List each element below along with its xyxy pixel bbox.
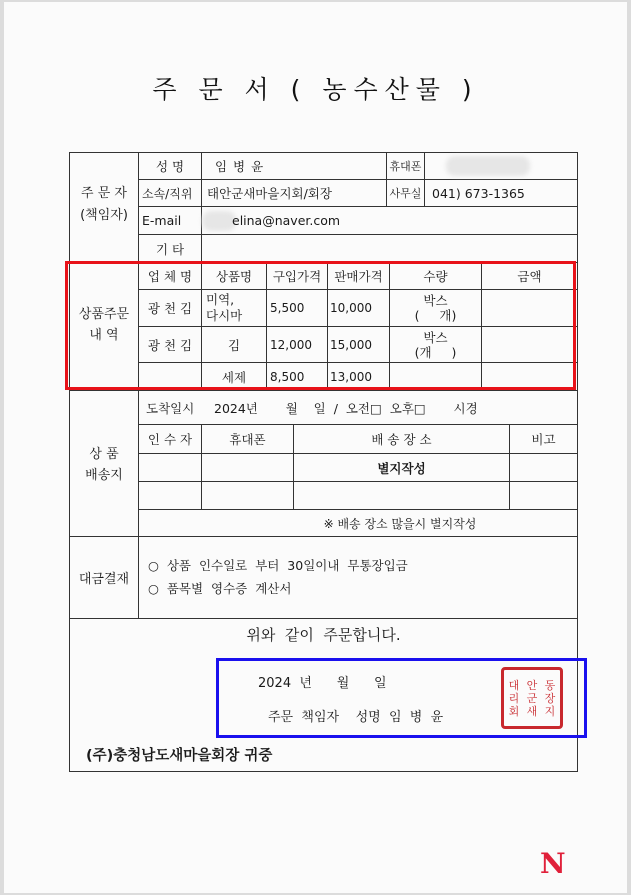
payment-option-receipt: ○ 품목별 영수증 계산서 bbox=[148, 581, 292, 596]
payment-section-label: 대금결재 bbox=[78, 572, 130, 587]
payment-option-transfer: ○ 상품 인수일로 부터 30일이내 무통장입금 bbox=[148, 558, 408, 573]
row1-product: 미역, 다시마 bbox=[206, 292, 243, 323]
row1-company: 광 천 김 bbox=[147, 301, 193, 316]
delivery-section-label: 상 품 배송지 bbox=[85, 447, 123, 483]
row3-product: 세제 bbox=[221, 369, 247, 385]
delivery-footnote: ※ 배송 장소 많을시 별지작성 bbox=[323, 516, 477, 531]
row2-product: 김 bbox=[227, 337, 241, 353]
row1-sell-price: 10,000 bbox=[330, 301, 372, 315]
name-value: 임 병 윤 bbox=[215, 159, 265, 174]
header-amount: 금액 bbox=[517, 269, 542, 284]
row2-sell-price: 15,000 bbox=[330, 337, 372, 352]
header-recipient: 인 수 자 bbox=[147, 432, 193, 447]
office-label: 사무실 bbox=[389, 187, 422, 200]
redacted-phone bbox=[446, 156, 530, 176]
header-company: 업 체 명 bbox=[147, 269, 193, 284]
row3-buy-price: 8,500 bbox=[270, 369, 305, 384]
phone-label: 휴대폰 bbox=[389, 160, 422, 173]
header-delivery-place: 배 송 장 소 bbox=[371, 432, 432, 447]
orderer-section-label: 주 문 자 (책임자) bbox=[80, 186, 128, 223]
redacted-email-prefix bbox=[202, 211, 236, 231]
office-value: 041) 673-1365 bbox=[432, 185, 525, 201]
row2-quantity: 박스 (개 ) bbox=[414, 329, 457, 360]
affiliation-label: 소속/직위 bbox=[142, 186, 193, 201]
document-title: 주 문 서 ( 농수산물 ) bbox=[152, 75, 479, 104]
header-buy-price: 구입가격 bbox=[272, 269, 322, 284]
name-label: 성 명 bbox=[155, 159, 185, 174]
order-statement: 위와 같이 주문합니다. bbox=[246, 625, 401, 644]
order-date-line: 2024 년 월 일 bbox=[258, 675, 387, 691]
email-label: E-mail bbox=[142, 213, 182, 228]
corner-mark: N bbox=[540, 847, 566, 880]
row2-buy-price: 12,000 bbox=[270, 337, 312, 352]
items-highlight-box bbox=[65, 261, 576, 390]
header-remarks: 비고 bbox=[531, 432, 556, 447]
row1-quantity: 박스 ( 개) bbox=[414, 293, 457, 323]
row3-sell-price: 13,000 bbox=[330, 369, 372, 384]
official-seal-stamp: 대 안 동 리 군 장 회 새 지 bbox=[501, 667, 563, 729]
affiliation-value: 태안군새마을지회/회장 bbox=[207, 186, 332, 201]
etc-label: 기 타 bbox=[155, 241, 185, 257]
row2-company: 광 천 김 bbox=[147, 337, 193, 353]
addressee: (주)충청남도새마을회장 귀중 bbox=[86, 747, 273, 764]
signature-highlight-box bbox=[216, 658, 587, 738]
row1-buy-price: 5,500 bbox=[270, 301, 305, 315]
order-signer-line: 주문 책임자 성명 임 병 윤 bbox=[268, 709, 444, 725]
items-section-label: 상품주문 내 역 bbox=[78, 307, 130, 343]
header-product: 상품명 bbox=[215, 269, 253, 284]
email-value: elina@naver.com bbox=[232, 213, 341, 228]
header-sell-price: 판매가격 bbox=[334, 269, 383, 284]
header-quantity: 수량 bbox=[423, 269, 448, 284]
arrival-label: 도착일시 bbox=[146, 400, 195, 416]
header-recipient-phone: 휴대폰 bbox=[229, 432, 266, 447]
separate-sheet-note: 별지작성 bbox=[377, 460, 426, 476]
arrival-value: 2024년 월 일 / 오전□ 오후□ 시경 bbox=[214, 400, 478, 416]
